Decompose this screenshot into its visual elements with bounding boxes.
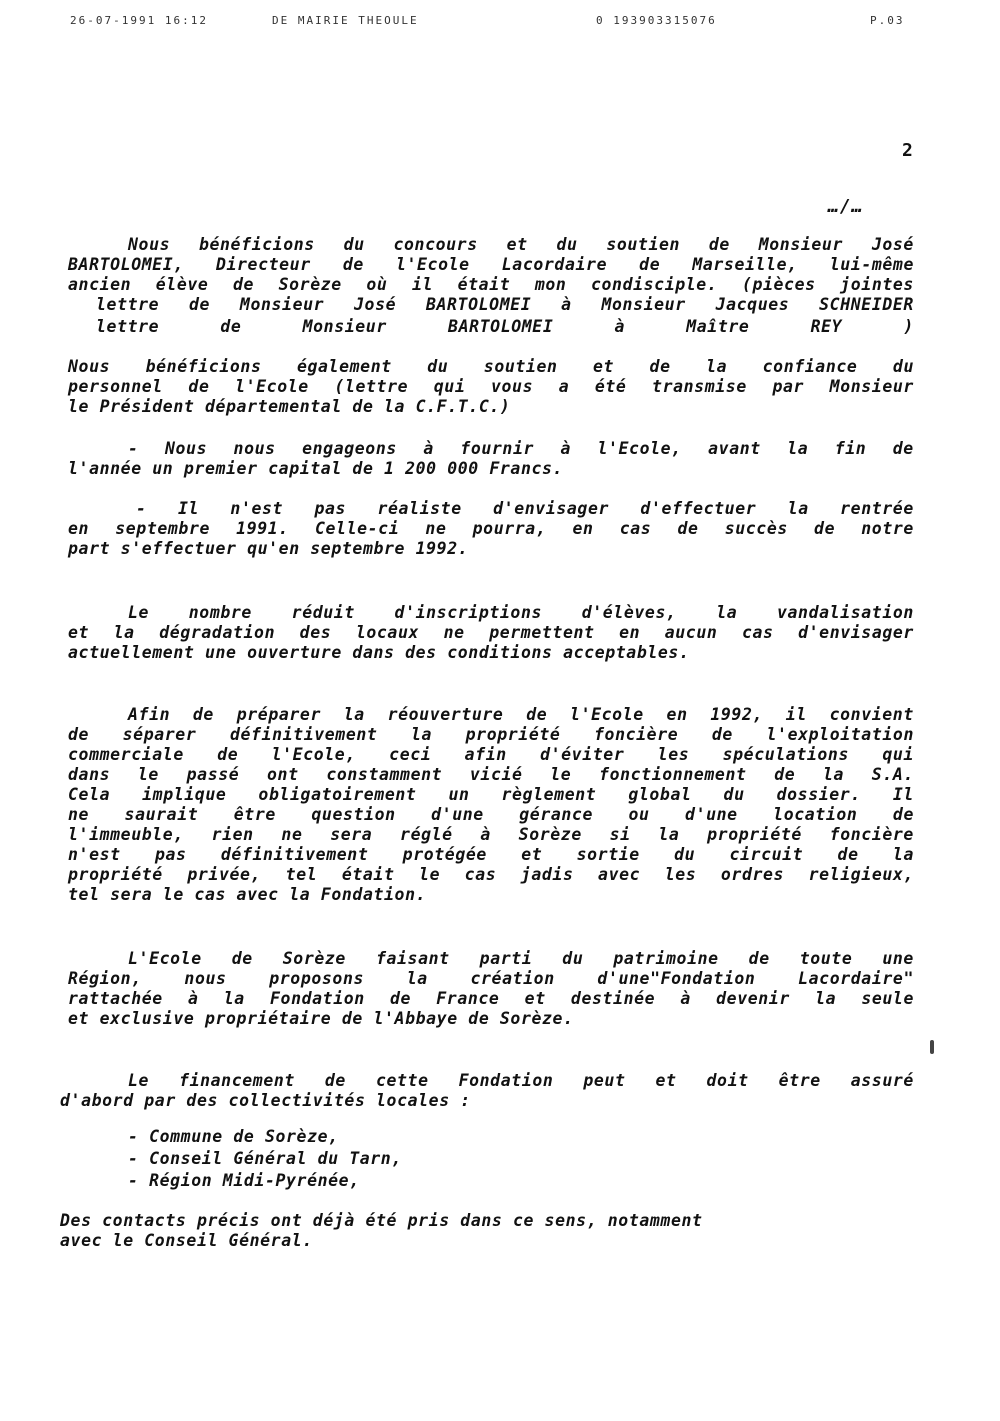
text-line: propriété privée, tel était le cas jadis avec les ordres religieux, — [68, 865, 914, 884]
text-line: ancien élève de Sorèze où il était mon condisciple. (pièces jointes — [68, 275, 914, 294]
text-line: l'année un premier capital de 1 200 000 Francs. — [68, 459, 564, 478]
text-line: rattachée à la Fondation de France et destinée à devenir la seule — [68, 989, 914, 1008]
text-line: L'Ecole de Sorèze faisant parti du patrimoine de toute une — [128, 949, 914, 968]
text-line: actuellement une ouverture dans des conditions acceptables. — [68, 643, 690, 662]
text-line: - Il n'est pas réaliste d'envisager d'effectuer la rentrée — [136, 499, 914, 518]
text-line: commerciale de l'Ecole, ceci afin d'éviter les spéculations qui — [68, 745, 914, 764]
text-line: tel sera le cas avec la Fondation. — [68, 885, 427, 904]
text-line: Afin de préparer la réouverture de l'Ecole en 1992, il convient — [128, 705, 914, 724]
text-line: Le financement de cette Fondation peut et doit être assuré — [128, 1071, 914, 1090]
text-line: Des contacts précis ont déjà été pris dans ce sens, notamment — [60, 1211, 703, 1230]
text-line: lettre de Monsieur BARTOLOMEI à Maître REY ) — [96, 317, 914, 336]
text-line: Cela implique obligatoirement un règlement global du dossier. Il — [68, 785, 914, 804]
fax-page-indicator: P.03 — [870, 14, 905, 27]
text-line: et la dégradation des locaux ne permettent en aucun cas d'envisager — [68, 623, 914, 642]
list-item: - Région Midi-Pyrénée, — [128, 1171, 360, 1190]
text-line: dans le passé ont constamment vicié le fonctionnement de la S.A. — [68, 765, 914, 784]
text-line: avec le Conseil Général. — [60, 1231, 313, 1250]
text-line: en septembre 1991. Celle-ci ne pourra, en cas de succès de notre — [68, 519, 914, 538]
page-number: 2 — [902, 140, 913, 161]
list-item: - Conseil Général du Tarn, — [128, 1149, 402, 1168]
text-line: le Président départemental de la C.F.T.C.) — [68, 397, 511, 416]
text-line: et exclusive propriétaire de l'Abbaye de Sorèze. — [68, 1009, 574, 1028]
text-line: l'immeuble, rien ne sera réglé à Sorèze si la propriété foncière — [68, 825, 914, 844]
fax-sender: DE MAIRIE THEOULE — [272, 14, 419, 27]
text-line: de séparer définitivement la propriété foncière de l'exploitation — [68, 725, 914, 744]
text-line: n'est pas définitivement protégée et sortie du circuit de la — [68, 845, 914, 864]
text-line: - Nous nous engageons à fournir à l'Ecole, avant la fin de — [128, 439, 914, 458]
list-item: - Commune de Sorèze, — [128, 1127, 339, 1146]
text-line: Nous bénéficions du concours et du soutien de Monsieur José — [128, 235, 914, 254]
scan-artifact-mark — [930, 1040, 934, 1054]
continuation-marker: …/… — [828, 196, 864, 217]
text-line: personnel de l'Ecole (lettre qui vous a été transmise par Monsieur — [68, 377, 914, 396]
text-line: Région, nous proposons la création d'une"Fondation Lacordaire" — [68, 969, 914, 988]
fax-phone-number: 0 193903315076 — [596, 14, 717, 27]
text-line: Le nombre réduit d'inscriptions d'élèves, la vandalisation — [128, 603, 914, 622]
text-line: Nous bénéficions également du soutien et de la confiance du — [68, 357, 914, 376]
text-line: ne saurait être question d'une gérance ou d'une location de — [68, 805, 914, 824]
text-line: BARTOLOMEI, Directeur de l'Ecole Lacordaire de Marseille, lui-même — [68, 255, 914, 274]
fax-date-time: 26-07-1991 16:12 — [70, 14, 208, 27]
text-line: d'abord par des collectivités locales : — [60, 1091, 471, 1110]
text-line: lettre de Monsieur José BARTOLOMEI à Monsieur Jacques SCHNEIDER — [96, 295, 914, 314]
text-line: part s'effectuer qu'en septembre 1992. — [68, 539, 469, 558]
